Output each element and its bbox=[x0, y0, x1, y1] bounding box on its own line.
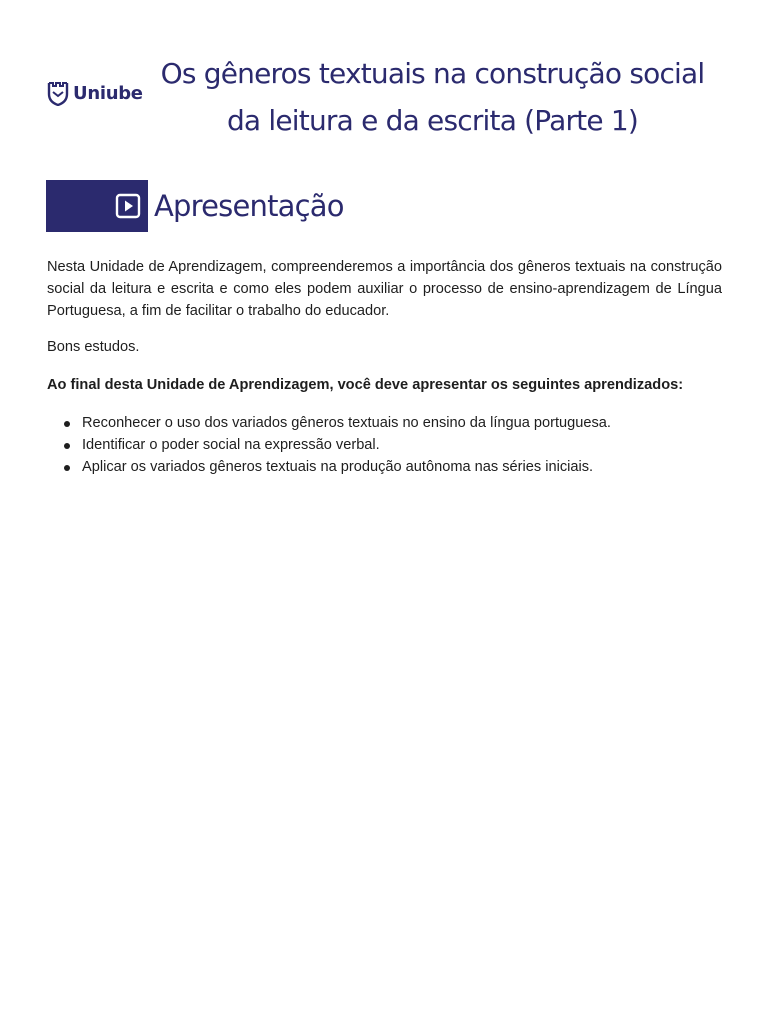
play-icon bbox=[115, 193, 141, 219]
section-title: Apresentação bbox=[154, 189, 344, 223]
logo-text: Uniube bbox=[73, 82, 143, 104]
page-header bbox=[0, 0, 768, 160]
intro-paragraph: Nesta Unidade de Aprendizagem, compreenderemos a importância dos gêneros textuais na construção social da leitura e escrita e como eles podem auxiliar o processo de ensino-aprendizagem de Língua Portuguesa, a fim de facilitar o trabalho do educador. bbox=[47, 259, 722, 319]
objectives-list bbox=[47, 412, 722, 478]
university-crest-icon bbox=[47, 80, 69, 106]
page-title: Os gêneros textuais na construção social da leitura e da escrita (Parte 1) bbox=[160, 57, 705, 137]
greeting-text: Bons estudos. bbox=[47, 339, 140, 355]
objectives-heading: Ao final desta Unidade de Aprendizagem, você deve apresentar os seguintes aprendizados: bbox=[47, 377, 684, 393]
uniube-logo bbox=[47, 80, 143, 106]
list-item: Aplicar os variados gêneros textuais na produção autônoma nas séries iniciais. bbox=[47, 456, 722, 478]
list-item: Reconhecer o uso dos variados gêneros textuais no ensino da língua portuguesa. bbox=[47, 412, 722, 434]
list-item: Identificar o poder social na expressão verbal. bbox=[47, 434, 722, 456]
presentation-content bbox=[47, 256, 722, 478]
